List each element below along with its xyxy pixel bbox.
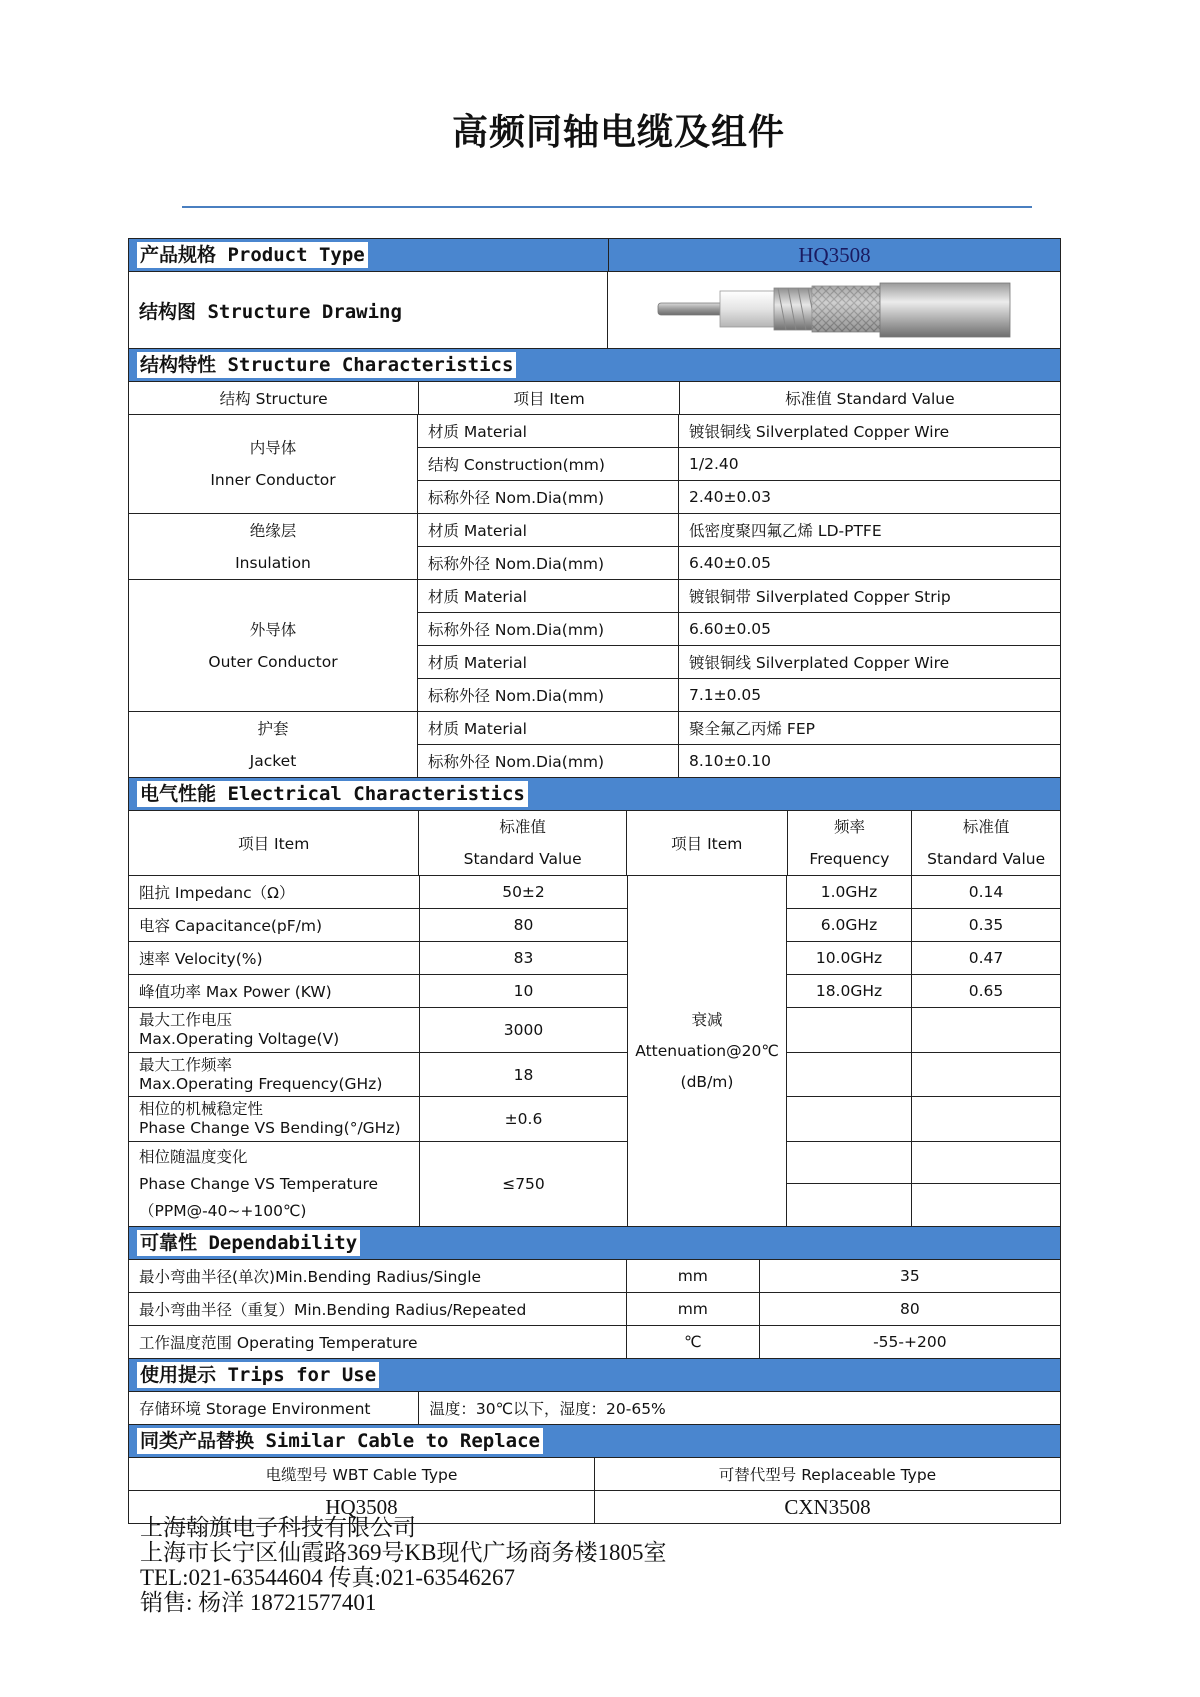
structure-part-zh: 内导体 bbox=[249, 439, 297, 457]
dependability-item: 最小弯曲半径(单次)Min.Bending Radius/Single bbox=[129, 1260, 627, 1292]
replace-section-title: 同类产品替换 Similar Cable to Replace bbox=[137, 1428, 543, 1454]
structure-item: 材质 Material bbox=[418, 580, 679, 612]
structure-value: 镀银铜线 Silverplated Copper Wire bbox=[689, 654, 950, 672]
cable-drawing bbox=[608, 272, 1060, 348]
structure-row bbox=[418, 712, 1060, 745]
replaceable-type-header: 可替代型号 Replaceable Type bbox=[718, 1466, 937, 1484]
structure-value: 镀银铜线 Silverplated Copper Wire bbox=[689, 423, 950, 441]
structure-item: 标称外径 Nom.Dia(mm) bbox=[418, 679, 679, 711]
elec-item: 速率 Velocity(%) bbox=[129, 942, 420, 974]
dependability-item: 最小弯曲半径（重复）Min.Bending Radius/Repeated bbox=[129, 1293, 627, 1325]
atten-frequency: 10.0GHz bbox=[787, 942, 912, 974]
elec-item bbox=[129, 1097, 420, 1141]
structure-part-en: Inner Conductor bbox=[210, 471, 336, 489]
frequency-zh: 频率 bbox=[833, 818, 865, 836]
structure-item: 标称外径 Nom.Dia(mm) bbox=[418, 745, 679, 777]
dependability-value: 80 bbox=[899, 1300, 920, 1318]
elec-item bbox=[129, 1053, 420, 1096]
company-address: 上海市长宁区仙霞路369号KB现代广场商务楼1805室 bbox=[140, 1540, 667, 1565]
frequency-en: Frequency bbox=[809, 850, 890, 868]
electrical-left-table bbox=[129, 876, 628, 1226]
electrical-body bbox=[129, 876, 1060, 1227]
structure-part bbox=[129, 514, 418, 579]
atten-empty-row bbox=[787, 1097, 1060, 1142]
structure-row bbox=[418, 415, 1060, 448]
atten-empty-row bbox=[787, 1008, 1060, 1053]
structure-part bbox=[129, 712, 418, 777]
structure-part-zh: 绝缘层 bbox=[249, 521, 297, 540]
structure-value: 聚全氟乙丙烯 FEP bbox=[689, 720, 815, 738]
atten-row bbox=[787, 909, 1060, 942]
structure-header-row bbox=[129, 382, 1060, 415]
wbt-cable-type-header: 电缆型号 WBT Cable Type bbox=[129, 1458, 595, 1490]
structure-item: 标称外径 Nom.Dia(mm) bbox=[418, 547, 679, 579]
structure-part-zh: 护套 bbox=[257, 719, 289, 738]
dependability-section-title: 可靠性 Dependability bbox=[137, 1230, 360, 1256]
attenuation-en: Attenuation@20℃ bbox=[635, 1041, 779, 1060]
dependability-item: 工作温度范围 Operating Temperature bbox=[129, 1326, 627, 1358]
atten-frequency: 1.0GHz bbox=[787, 876, 912, 908]
structure-section-title: 结构特性 Structure Characteristics bbox=[137, 352, 516, 378]
tips-section-title: 使用提示 Trips for Use bbox=[137, 1362, 379, 1388]
structure-value: 镀银铜带 Silverplated Copper Strip bbox=[689, 588, 951, 606]
structure-part-en: Insulation bbox=[235, 553, 311, 572]
dependability-unit: mm bbox=[627, 1260, 760, 1292]
elec-row bbox=[129, 1142, 627, 1226]
elec-item-en: Phase Change VS Bending(°/GHz) bbox=[139, 1119, 401, 1137]
atten-value: 0.47 bbox=[968, 949, 1004, 967]
elec-standard-en: Standard Value bbox=[463, 850, 582, 868]
dependability-row bbox=[129, 1326, 1060, 1359]
atten-row bbox=[787, 975, 1060, 1008]
dependability-unit: mm bbox=[627, 1293, 760, 1325]
structure-value: 低密度聚四氟乙烯 LD-PTFE bbox=[689, 522, 882, 540]
atten-row bbox=[787, 942, 1060, 975]
electrical-header-row bbox=[129, 811, 1060, 876]
frequency-header bbox=[788, 811, 913, 875]
atten-empty-row bbox=[787, 1184, 1060, 1226]
structure-value: 1/2.40 bbox=[689, 455, 739, 473]
structure-value: 6.60±0.05 bbox=[689, 620, 772, 638]
structure-value: 7.1±0.05 bbox=[689, 686, 762, 704]
atten-empty-row bbox=[787, 1053, 1060, 1097]
standard-value-header: 标准值 Standard Value bbox=[785, 390, 955, 408]
tips-section-band bbox=[129, 1359, 1060, 1392]
elec-row bbox=[129, 1097, 627, 1142]
elec-item-header: 项目 Item bbox=[129, 811, 419, 875]
replaceable-type-value: CXN3508 bbox=[784, 1494, 871, 1519]
structure-item: 材质 Material bbox=[418, 646, 679, 678]
elec-row bbox=[129, 1053, 627, 1097]
elec-value: ≤750 bbox=[502, 1175, 545, 1193]
atten-empty-row bbox=[787, 1142, 1060, 1184]
atten-value: 0.65 bbox=[968, 982, 1004, 1000]
title-divider bbox=[182, 206, 1032, 208]
atten-standard-header bbox=[912, 811, 1060, 875]
structure-row bbox=[418, 745, 1060, 777]
dependability-value: -55-+200 bbox=[873, 1333, 947, 1351]
elec-item-l2: Phase Change VS Temperature bbox=[139, 1174, 379, 1193]
elec-value: 3000 bbox=[503, 1021, 544, 1039]
replace-header-row bbox=[129, 1458, 1060, 1491]
attenuation-table bbox=[787, 876, 1060, 1226]
dependability-row bbox=[129, 1260, 1060, 1293]
elec-value: 83 bbox=[513, 949, 534, 967]
structure-row bbox=[418, 448, 1060, 481]
structure-item: 材质 Material bbox=[418, 712, 679, 744]
structure-group bbox=[129, 514, 1060, 580]
atten-row bbox=[787, 876, 1060, 909]
attenuation-zh: 衰减 bbox=[691, 1010, 723, 1029]
company-name: 上海翰旗电子科技有限公司 bbox=[140, 1515, 416, 1540]
attenuation-cell bbox=[628, 876, 787, 1226]
elec-item-en: Max.Operating Voltage(V) bbox=[139, 1030, 340, 1048]
structure-value: 2.40±0.03 bbox=[689, 488, 772, 506]
structure-section-band bbox=[129, 349, 1060, 382]
elec-item-zh: 最大工作电压 bbox=[139, 1011, 233, 1029]
electrical-section-band bbox=[129, 778, 1060, 811]
elec-value: 18 bbox=[513, 1065, 534, 1084]
structure-group bbox=[129, 712, 1060, 778]
atten-standard-en: Standard Value bbox=[927, 850, 1046, 868]
structure-value: 8.10±0.10 bbox=[689, 752, 772, 770]
dependability-value: 35 bbox=[899, 1267, 920, 1285]
structure-part-en: Outer Conductor bbox=[208, 652, 338, 671]
structure-item: 材质 Material bbox=[418, 514, 679, 546]
elec-item-zh: 最大工作频率 bbox=[139, 1055, 233, 1074]
tips-value: 温度：30℃以下，湿度：20-65% bbox=[429, 1400, 666, 1418]
elec-value: ±0.6 bbox=[504, 1110, 543, 1128]
elec-row bbox=[129, 876, 627, 909]
spec-sheet bbox=[128, 238, 1061, 1524]
elec-standard-header bbox=[419, 811, 627, 875]
structure-value: 6.40±0.05 bbox=[689, 554, 772, 572]
atten-frequency: 6.0GHz bbox=[787, 909, 912, 941]
atten-standard-zh: 标准值 bbox=[962, 818, 1010, 836]
attenuation-unit: (dB/m) bbox=[680, 1072, 734, 1091]
structure-drawing-label: 结构图 Structure Drawing bbox=[129, 272, 608, 348]
atten-frequency: 18.0GHz bbox=[787, 975, 912, 1007]
structure-item: 结构 Construction(mm) bbox=[418, 448, 679, 480]
elec-item: 阻抗 Impedanc（Ω） bbox=[129, 876, 420, 908]
atten-value: 0.14 bbox=[968, 883, 1004, 901]
structure-item: 标称外径 Nom.Dia(mm) bbox=[418, 481, 679, 513]
item-header: 项目 Item bbox=[419, 382, 679, 414]
elec-row bbox=[129, 975, 627, 1008]
page-title: 高频同轴电缆及组件 bbox=[451, 112, 785, 153]
dependability-unit: ℃ bbox=[627, 1326, 760, 1358]
elec-item-l3: （PPM@-40~+100℃) bbox=[139, 1201, 307, 1220]
elec-value: 50±2 bbox=[502, 883, 545, 901]
structure-item: 标称外径 Nom.Dia(mm) bbox=[418, 613, 679, 645]
structure-item: 材质 Material bbox=[418, 415, 679, 447]
elec-item-en: Max.Operating Frequency(GHz) bbox=[139, 1074, 383, 1093]
structure-row bbox=[418, 580, 1060, 613]
structure-group bbox=[129, 415, 1060, 514]
tips-row bbox=[129, 1392, 1060, 1425]
company-footer bbox=[140, 1515, 666, 1615]
structure-header: 结构 Structure bbox=[129, 382, 419, 414]
elec-row bbox=[129, 1008, 627, 1053]
tips-item: 存储环境 Storage Environment bbox=[129, 1392, 419, 1424]
structure-drawing-row bbox=[129, 272, 1060, 349]
structure-part-zh: 外导体 bbox=[249, 620, 297, 639]
replace-section-band bbox=[129, 1425, 1060, 1458]
elec-item bbox=[129, 1142, 420, 1226]
structure-row bbox=[418, 514, 1060, 547]
structure-row bbox=[418, 646, 1060, 679]
elec-item: 电容 Capacitance(pF/m) bbox=[129, 909, 420, 941]
structure-row bbox=[418, 481, 1060, 513]
coax-cable-illustration bbox=[654, 279, 1014, 341]
elec-row bbox=[129, 942, 627, 975]
structure-row bbox=[418, 547, 1060, 579]
electrical-section-title: 电气性能 Electrical Characteristics bbox=[137, 781, 528, 807]
elec-value: 10 bbox=[513, 982, 534, 1000]
structure-part-en: Jacket bbox=[249, 751, 297, 770]
elec-item bbox=[129, 1008, 420, 1052]
elec-item-zh: 相位的机械稳定性 bbox=[139, 1100, 264, 1118]
product-type-label: 产品规格 Product Type bbox=[137, 242, 368, 268]
elec-item-l1: 相位随温度变化 bbox=[139, 1147, 248, 1166]
atten-item-header: 项目 Item bbox=[627, 811, 788, 875]
dependability-row bbox=[129, 1293, 1060, 1326]
atten-value: 0.35 bbox=[968, 916, 1004, 934]
elec-standard-zh: 标准值 bbox=[499, 818, 546, 836]
structure-row bbox=[418, 613, 1060, 646]
wbt-cable-type-value: HQ3508 bbox=[129, 1491, 595, 1523]
structure-group bbox=[129, 580, 1060, 712]
elec-item: 峰值功率 Max Power (KW) bbox=[129, 975, 420, 1007]
dependability-section-band bbox=[129, 1227, 1060, 1260]
product-type-band bbox=[129, 239, 1060, 272]
product-type-value: HQ3508 bbox=[608, 239, 1060, 271]
elec-row bbox=[129, 909, 627, 942]
structure-row bbox=[418, 679, 1060, 711]
elec-value: 80 bbox=[513, 916, 534, 934]
structure-part bbox=[129, 415, 418, 513]
sales-contact: 销售: 杨洋 18721577401 bbox=[140, 1590, 377, 1615]
company-phone: TEL:021-63544604 传真:021-63546267 bbox=[140, 1565, 515, 1590]
structure-part bbox=[129, 580, 418, 711]
